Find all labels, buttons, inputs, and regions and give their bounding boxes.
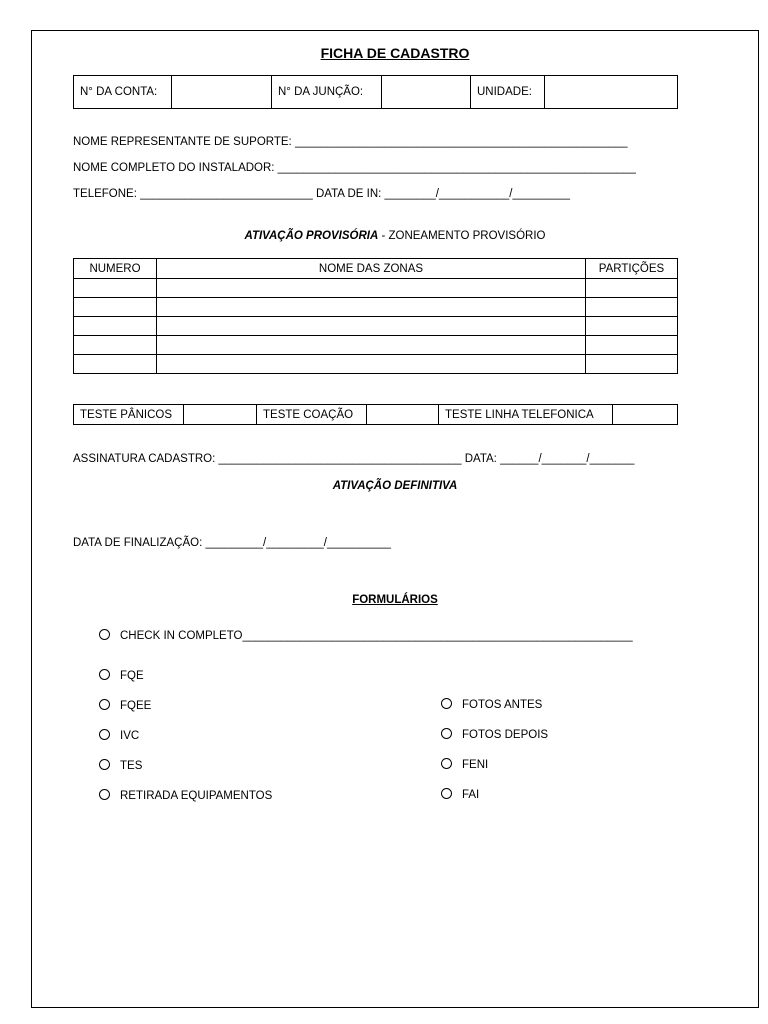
provisional-heading-rest: - ZONEAMENTO PROVISÓRIO <box>378 230 546 242</box>
table-row <box>74 336 678 355</box>
teste-panicos-field[interactable] <box>184 405 257 425</box>
option-feni[interactable]: FENI <box>441 758 488 771</box>
juncao-label: N° DA JUNÇÃO: <box>272 76 382 109</box>
table-row <box>74 279 678 298</box>
radio-icon[interactable] <box>441 788 452 799</box>
conta-label: N° DA CONTA: <box>74 76 172 109</box>
option-fqe[interactable]: FQE <box>99 669 144 682</box>
teste-linha-field[interactable] <box>613 405 678 425</box>
radio-icon[interactable] <box>99 669 110 680</box>
option-fotos-antes[interactable]: FOTOS ANTES <box>441 698 542 711</box>
teste-panicos-label: TESTE PÂNICOS <box>74 405 184 425</box>
option-fotos-depois[interactable]: FOTOS DEPOIS <box>441 728 548 741</box>
table-row <box>74 355 678 374</box>
page-title: FICHA DE CADASTRO <box>320 45 470 61</box>
option-tes[interactable]: TES <box>99 759 142 772</box>
telefone-line[interactable]: TELEFONE: ___________________________ DATA DE IN: ________/___________/_________ <box>73 188 571 200</box>
col-particoes: PARTIÇÕES <box>586 259 678 279</box>
juncao-field[interactable] <box>382 76 471 109</box>
forms-heading: FORMULÁRIOS <box>352 594 438 606</box>
teste-linha-label: TESTE LINHA TELEFONICA <box>439 405 613 425</box>
tests-table <box>73 404 678 425</box>
account-table <box>73 75 678 109</box>
radio-icon[interactable] <box>441 758 452 769</box>
teste-coacao-field[interactable] <box>367 405 439 425</box>
radio-icon[interactable] <box>441 728 452 739</box>
definitive-heading: ATIVAÇÃO DEFINITIVA <box>332 480 458 492</box>
option-retirada[interactable]: RETIRADA EQUIPAMENTOS <box>99 789 272 802</box>
form-sheet <box>31 30 759 1008</box>
option-fqee[interactable]: FQEE <box>99 699 151 712</box>
option-ivc[interactable]: IVC <box>99 729 139 742</box>
radio-icon[interactable] <box>99 629 110 640</box>
col-numero: NUMERO <box>74 259 157 279</box>
instalador-line[interactable]: NOME COMPLETO DO INSTALADOR: ________________________________________________________ <box>73 162 636 174</box>
conta-field[interactable] <box>172 76 272 109</box>
zones-table <box>73 258 678 374</box>
option-fai[interactable]: FAI <box>441 788 479 801</box>
option-checkin[interactable]: CHECK IN COMPLETO_____________________________________________________________ <box>99 629 633 642</box>
radio-icon[interactable] <box>99 729 110 740</box>
suporte-line[interactable]: NOME REPRESENTANTE DE SUPORTE: ____________________________________________________ <box>73 136 628 148</box>
col-nome-zonas: NOME DAS ZONAS <box>157 259 586 279</box>
provisional-heading <box>32 230 758 242</box>
unidade-label: UNIDADE: <box>471 76 545 109</box>
radio-icon[interactable] <box>441 698 452 709</box>
finalizacao-line[interactable]: DATA DE FINALIZAÇÃO: _________/_________/__________ <box>73 537 391 549</box>
radio-icon[interactable] <box>99 699 110 710</box>
assinatura-line[interactable]: ASSINATURA CADASTRO: ______________________________________ DATA: ______/_______/_______ <box>73 453 635 465</box>
table-row <box>74 298 678 317</box>
teste-coacao-label: TESTE COAÇÃO <box>257 405 367 425</box>
radio-icon[interactable] <box>99 789 110 800</box>
radio-icon[interactable] <box>99 759 110 770</box>
table-row <box>74 317 678 336</box>
unidade-field[interactable] <box>545 76 678 109</box>
provisional-heading-italic: ATIVAÇÃO PROVISÓRIA <box>244 230 379 242</box>
zones-header-row <box>74 259 678 279</box>
